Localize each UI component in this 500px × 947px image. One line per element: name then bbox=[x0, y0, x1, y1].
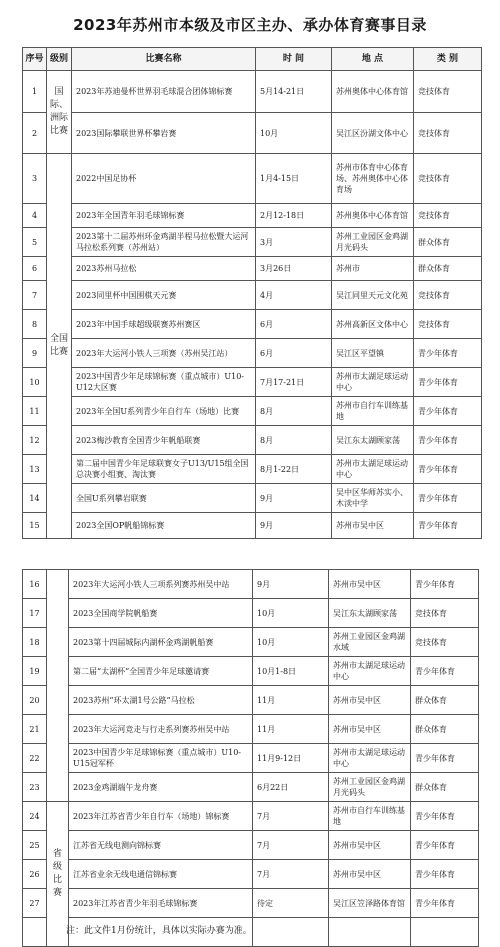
row-event-name: 2023年全国青年羽毛球锦标赛 bbox=[72, 204, 256, 228]
row-event-name: 2023苏州“环太湖1号公路”马拉松 bbox=[69, 686, 253, 715]
row-category: 群众体育 bbox=[414, 257, 482, 281]
row-event-name: 第二届“太湖杯”全国青少年足球邀请赛 bbox=[69, 657, 253, 686]
table-header-row bbox=[23, 48, 482, 71]
row-place: 吴江区平望镇 bbox=[332, 339, 414, 368]
row-event-name: 第二届中国青少年足球联赛女子U13/U15组全国总决赛小组赛、淘汰赛 bbox=[72, 455, 256, 484]
row-time: 5月14-21日 bbox=[256, 71, 332, 113]
row-seq: 5 bbox=[23, 228, 47, 257]
table-row bbox=[23, 484, 482, 513]
row-seq: 10 bbox=[23, 368, 47, 397]
row-place: 苏州市吴中区 bbox=[329, 860, 411, 889]
row-category bbox=[411, 918, 479, 947]
row-seq: 21 bbox=[23, 715, 47, 744]
row-category: 竞技体育 bbox=[411, 628, 479, 657]
page-title: 2023年苏州市本级及市区主办、承办体育赛事目录 bbox=[73, 16, 427, 34]
row-event-name: 2023全国商学院帆船赛 bbox=[69, 599, 253, 628]
row-time: 9月 bbox=[256, 513, 332, 539]
row-seq: 20 bbox=[23, 686, 47, 715]
row-place: 苏州市太湖足球运动中心 bbox=[329, 657, 411, 686]
row-category: 青少年体育 bbox=[411, 831, 479, 860]
row-time: 2月12-18日 bbox=[256, 204, 332, 228]
row-seq: 14 bbox=[23, 484, 47, 513]
row-event-name: 2022中国足协杯 bbox=[72, 154, 256, 204]
table-row bbox=[23, 513, 482, 539]
table-row bbox=[23, 802, 479, 831]
row-event-name: 江苏省无线电测向锦标赛 bbox=[69, 831, 253, 860]
row-place: 苏州工业园区金鸡湖月光码头 bbox=[332, 228, 414, 257]
row-event-name: 2023年大运河竞走与行走系列赛苏州吴中站 bbox=[69, 715, 253, 744]
row-place: 吴江区汾湖文体中心 bbox=[332, 113, 414, 154]
row-place: 苏州市体育中心体育场、苏州奥体中心体育场 bbox=[332, 154, 414, 204]
row-event-name: 2023第十四届城际内湖杯金鸡湖帆船赛 bbox=[69, 628, 253, 657]
row-category: 青少年体育 bbox=[414, 339, 482, 368]
row-time: 8月 bbox=[256, 426, 332, 455]
row-event-name: 2023全国OP帆船锦标赛 bbox=[72, 513, 256, 539]
row-seq: 24 bbox=[23, 802, 47, 831]
level-national-continued bbox=[47, 570, 69, 802]
row-place: 苏州工业园区金鸡湖水域 bbox=[329, 628, 411, 657]
row-seq: 1 bbox=[23, 71, 47, 113]
row-event-name: 2023年全国U系列青少年自行车（场地）比赛 bbox=[72, 397, 256, 426]
row-place: 苏州市 bbox=[332, 257, 414, 281]
table-row bbox=[23, 113, 482, 154]
row-time: 4月 bbox=[256, 281, 332, 310]
row-time: 10月1-8日 bbox=[253, 657, 329, 686]
row-category: 竞技体育 bbox=[414, 154, 482, 204]
header-name: 比赛名称 bbox=[72, 48, 256, 71]
row-time: 6月 bbox=[256, 310, 332, 339]
row-seq: 23 bbox=[23, 773, 47, 802]
row-place: 苏州市吴中区 bbox=[329, 715, 411, 744]
row-seq: 13 bbox=[23, 455, 47, 484]
table-row bbox=[23, 860, 479, 889]
table-row bbox=[23, 257, 482, 281]
table-row bbox=[23, 657, 479, 686]
row-time: 10月 bbox=[256, 113, 332, 154]
row-time: 6月22日 bbox=[253, 773, 329, 802]
row-event-name: 2023年苏迪曼杯世界羽毛球混合团体锦标赛 bbox=[72, 71, 256, 113]
row-event-name: 2023国际攀联世界杯攀岩赛 bbox=[72, 113, 256, 154]
table-row bbox=[23, 339, 482, 368]
table-row bbox=[23, 889, 479, 918]
table-row bbox=[23, 368, 482, 397]
table-row bbox=[23, 686, 479, 715]
level-national: 全国比赛 bbox=[47, 154, 72, 539]
header-level: 级别 bbox=[47, 48, 72, 71]
table-row bbox=[23, 599, 479, 628]
row-place: 苏州市自行车训练基地 bbox=[329, 802, 411, 831]
row-time: 7月 bbox=[253, 831, 329, 860]
table-row bbox=[23, 154, 482, 204]
table-row bbox=[23, 628, 479, 657]
row-place: 苏州市吴中区 bbox=[329, 686, 411, 715]
row-event-name: 2023第十二届苏州环金鸡湖半程马拉松暨大运河马拉松系列赛（苏州站） bbox=[72, 228, 256, 257]
row-category: 青少年体育 bbox=[411, 860, 479, 889]
row-time: 7月17-21日 bbox=[256, 368, 332, 397]
row-time: 8月1-22日 bbox=[256, 455, 332, 484]
table-row bbox=[23, 570, 479, 599]
row-event-name: 2023中国青少年足球锦标赛（重点城市）U10-U15冠军杯 bbox=[69, 744, 253, 773]
row-seq: 17 bbox=[23, 599, 47, 628]
row-category: 青少年体育 bbox=[414, 513, 482, 539]
row-time: 1月4-15日 bbox=[256, 154, 332, 204]
row-seq: 2 bbox=[23, 113, 47, 154]
row-category: 青少年体育 bbox=[411, 570, 479, 599]
table-row bbox=[23, 310, 482, 339]
row-seq: 16 bbox=[23, 570, 47, 599]
row-place: 苏州市太湖足球运动中心 bbox=[332, 455, 414, 484]
header-category: 类 别 bbox=[414, 48, 482, 71]
row-place: 苏州奥体中心体育馆 bbox=[332, 71, 414, 113]
row-seq: 9 bbox=[23, 339, 47, 368]
table-row bbox=[23, 281, 482, 310]
row-time: 9月 bbox=[253, 570, 329, 599]
level-provincial: 省级比赛 bbox=[47, 802, 69, 947]
header-seq: 序号 bbox=[23, 48, 47, 71]
row-place: 苏州高新区文体中心 bbox=[332, 310, 414, 339]
row-category: 青少年体育 bbox=[411, 744, 479, 773]
row-event-name: 2023中国青少年足球锦标赛（重点城市）U10-U12大区赛 bbox=[72, 368, 256, 397]
row-event-name: 2023年大运河小铁人三项系列赛苏州吴中站 bbox=[69, 570, 253, 599]
row-place: 吴江区笠泽路体育馆 bbox=[329, 889, 411, 918]
row-place: 苏州市吴中区 bbox=[329, 570, 411, 599]
row-event-name: 2023苏州马拉松 bbox=[72, 257, 256, 281]
row-seq: 18 bbox=[23, 628, 47, 657]
row-place: 苏州市自行车训练基地 bbox=[332, 397, 414, 426]
row-time: 8月 bbox=[256, 397, 332, 426]
row-time: 11月 bbox=[253, 715, 329, 744]
events-table-part-1 bbox=[22, 47, 482, 539]
row-seq: 27 bbox=[23, 889, 47, 918]
table-row bbox=[23, 831, 479, 860]
footnote: 注：此文件1月份统计，具体以实际办赛为准。 bbox=[66, 926, 252, 936]
row-seq: 22 bbox=[23, 744, 47, 773]
row-place: 吴中区华师苏实小、木渎中学 bbox=[332, 484, 414, 513]
row-category: 群众体育 bbox=[411, 715, 479, 744]
row-event-name: 江苏省业余无线电通信锦标赛 bbox=[69, 860, 253, 889]
row-category: 竞技体育 bbox=[414, 204, 482, 228]
row-category: 竞技体育 bbox=[414, 113, 482, 154]
row-time: 9月 bbox=[256, 484, 332, 513]
row-category: 竞技体育 bbox=[411, 599, 479, 628]
events-table-part-2 bbox=[22, 569, 479, 947]
row-time: 7月 bbox=[253, 860, 329, 889]
row-category: 青少年体育 bbox=[414, 397, 482, 426]
row-place: 苏州工业园区金鸡湖月光码头 bbox=[329, 773, 411, 802]
row-time: 11月 bbox=[253, 686, 329, 715]
row-category: 青少年体育 bbox=[414, 455, 482, 484]
table-row bbox=[23, 455, 482, 484]
row-place: 苏州市太湖足球运动中心 bbox=[329, 744, 411, 773]
row-category: 竞技体育 bbox=[414, 281, 482, 310]
table-row bbox=[23, 71, 482, 113]
table-row bbox=[23, 228, 482, 257]
row-time: 10月 bbox=[253, 599, 329, 628]
row-event-name: 2023年江苏省青少年羽毛球锦标赛 bbox=[69, 889, 253, 918]
row-category: 群众体育 bbox=[414, 228, 482, 257]
row-seq: 19 bbox=[23, 657, 47, 686]
header-time: 时 间 bbox=[256, 48, 332, 71]
row-time bbox=[253, 918, 329, 947]
row-place: 苏州市吴中区 bbox=[332, 513, 414, 539]
row-seq: 26 bbox=[23, 860, 47, 889]
row-time: 10月 bbox=[253, 628, 329, 657]
row-time: 3月 bbox=[256, 228, 332, 257]
row-place: 吴江东太湖顾家荡 bbox=[332, 426, 414, 455]
row-place: 苏州奥体中心体育馆 bbox=[332, 204, 414, 228]
row-category: 群众体育 bbox=[411, 773, 479, 802]
row-event-name: 2023同里杯中国围棋天元赛 bbox=[72, 281, 256, 310]
row-event-name: 2023年大运河小铁人三项赛（苏州吴江站） bbox=[72, 339, 256, 368]
row-seq: 6 bbox=[23, 257, 47, 281]
row-category: 青少年体育 bbox=[414, 484, 482, 513]
row-time: 11月9-12日 bbox=[253, 744, 329, 773]
table-row bbox=[23, 426, 482, 455]
row-category: 群众体育 bbox=[411, 686, 479, 715]
row-event-name: 2023年江苏省青少年自行车（场地）锦标赛 bbox=[69, 802, 253, 831]
row-category: 青少年体育 bbox=[411, 657, 479, 686]
table-row bbox=[23, 773, 479, 802]
row-place: 吴江同里天元文化苑 bbox=[332, 281, 414, 310]
row-category: 青少年体育 bbox=[411, 889, 479, 918]
row-time: 6月 bbox=[256, 339, 332, 368]
row-category: 竞技体育 bbox=[414, 71, 482, 113]
table-row bbox=[23, 715, 479, 744]
row-seq: 12 bbox=[23, 426, 47, 455]
row-seq: 25 bbox=[23, 831, 47, 860]
row-time: 3月26日 bbox=[256, 257, 332, 281]
row-time: 7月 bbox=[253, 802, 329, 831]
row-place: 苏州市太湖足球运动中心 bbox=[332, 368, 414, 397]
row-time: 待定 bbox=[253, 889, 329, 918]
row-seq: 15 bbox=[23, 513, 47, 539]
table-row bbox=[23, 397, 482, 426]
row-seq: 8 bbox=[23, 310, 47, 339]
row-seq: 7 bbox=[23, 281, 47, 310]
table-row bbox=[23, 204, 482, 228]
header-place: 地 点 bbox=[332, 48, 414, 71]
row-place bbox=[329, 918, 411, 947]
table-row bbox=[23, 744, 479, 773]
row-seq: 11 bbox=[23, 397, 47, 426]
row-event-name: 2023梅沙教育全国青少年帆船联赛 bbox=[72, 426, 256, 455]
row-event-name: 2023年中国手球超级联赛苏州赛区 bbox=[72, 310, 256, 339]
row-category: 竞技体育 bbox=[414, 310, 482, 339]
row-event-name: 2023金鸡湖端午龙舟赛 bbox=[69, 773, 253, 802]
row-category: 青少年体育 bbox=[414, 426, 482, 455]
level-international: 国际、洲际比赛 bbox=[47, 71, 72, 154]
row-category: 青少年体育 bbox=[414, 368, 482, 397]
row-category: 青少年体育 bbox=[411, 802, 479, 831]
row-place: 吴江东太湖顾家荡 bbox=[329, 599, 411, 628]
row-place: 苏州市吴中区 bbox=[329, 831, 411, 860]
row-seq: 4 bbox=[23, 204, 47, 228]
row-event-name: 全国U系列攀岩联赛 bbox=[72, 484, 256, 513]
row-seq: 3 bbox=[23, 154, 47, 204]
row-seq bbox=[23, 918, 47, 947]
